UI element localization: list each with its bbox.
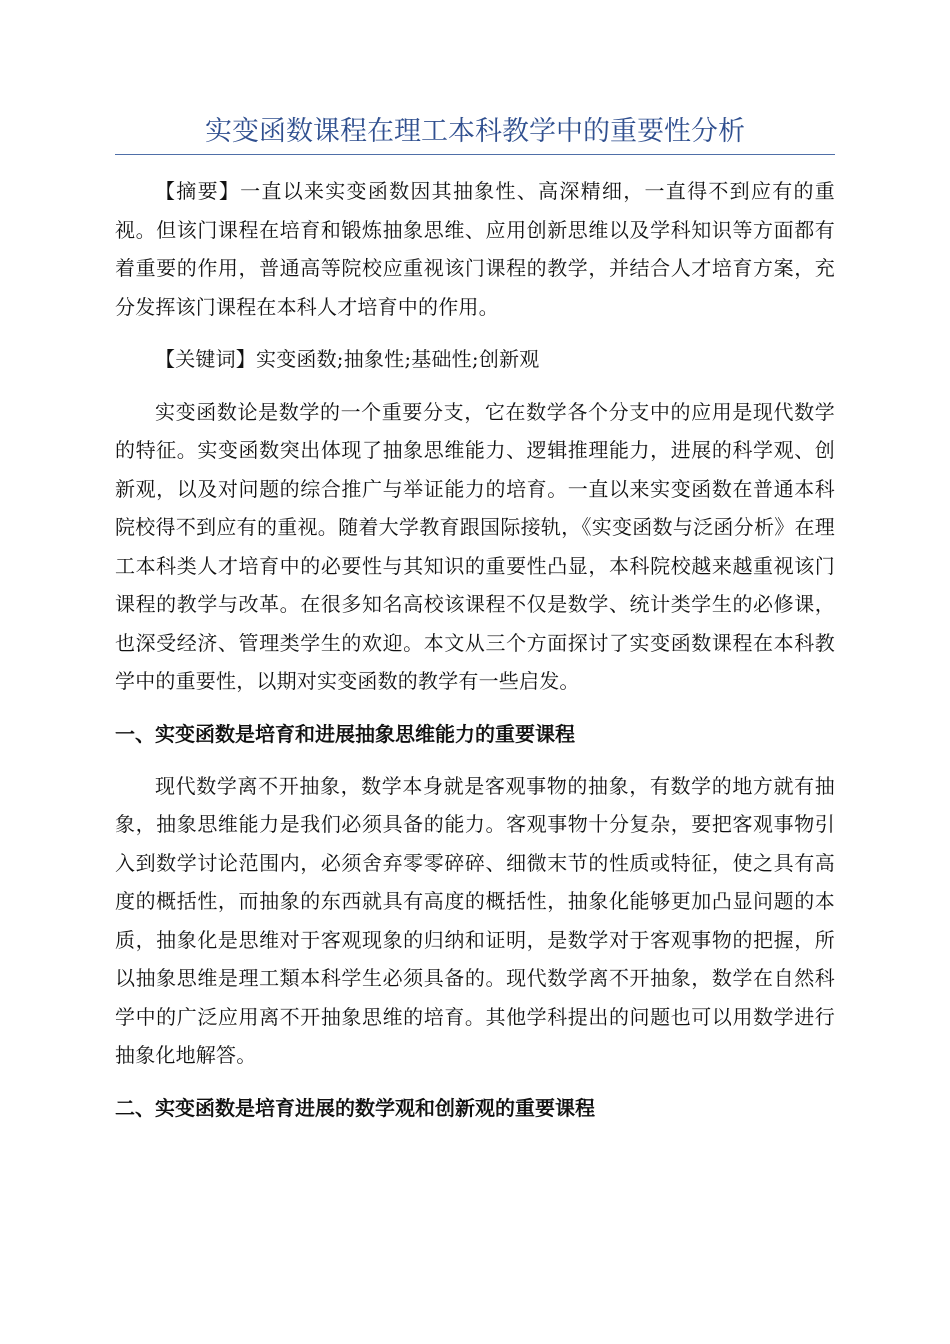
keywords-line: 【关键词】实变函数;抽象性;基础性;创新观 — [155, 347, 540, 371]
abstract-paragraph: 【摘要】一直以来实变函数因其抽象性、高深精细，一直得不到应有的重视。但该门课程在培育和锻炼抽象思维、应用创新思维以及学科知识等方面都有着重要的作用，普通高等院校应重视该门课程的教学，并结合人才培育方案，充分发挥该门课程在本科人才培育中的作用。 — [115, 179, 835, 319]
document-body — [115, 172, 835, 1127]
section-2-heading: 二、实变函数是培育进展的数学观和创新观的重要课程 — [115, 1095, 595, 1120]
document-title: 实变函数课程在理工本科教学中的重要性分析 — [205, 116, 745, 147]
intro-paragraph: 实变函数论是数学的一个重要分支，它在数学各个分支中的应用是现代数学的特征。实变函数突出体现了抽象思维能力、逻辑推理能力，进展的科学观、创新观，以及对问题的综合推广与举证能力的培育。一直以来实变函数在普通本科院校得不到应有的重视。随着大学教育跟国际接轨，《实变函数与泛函分析》在理工本科类人才培育中的必要性与其知识的重要性凸显，本科院校越来越重视该门课程的教学与改革。在很多知名高校该课程不仅是数学、统计类学生的必修课，也深受经济、管理类学生的欢迎。本文从三个方面探讨了实变函数课程在本科教学中的重要性，以期对实变函数的教学有一些启发。 — [115, 399, 835, 693]
title-underline — [115, 154, 835, 155]
section-1-heading: 一、实变函数是培育和进展抽象思维能力的重要课程 — [115, 721, 575, 746]
section-1-paragraph: 现代数学离不开抽象，数学本身就是客观事物的抽象，有数学的地方就有抽象，抽象思维能力是我们必须具备的能力。客观事物十分复杂，要把客观事物引入到数学讨论范围内，必须舍弃零零碎碎、细微末节的性质或特征，使之具有高度的概括性，而抽象的东西就具有高度的概括性，抽象化能够更加凸显问题的本质，抽象化是思维对于客观现象的归纳和证明，是数学对于客观事物的把握，所以抽象思维是理工類本科学生必须具备的。现代数学离不开抽象，数学在自然科学中的广泛应用离不开抽象思维的培育。其他学科提出的问题也可以用数学进行抽象化地解答。 — [115, 773, 835, 1067]
